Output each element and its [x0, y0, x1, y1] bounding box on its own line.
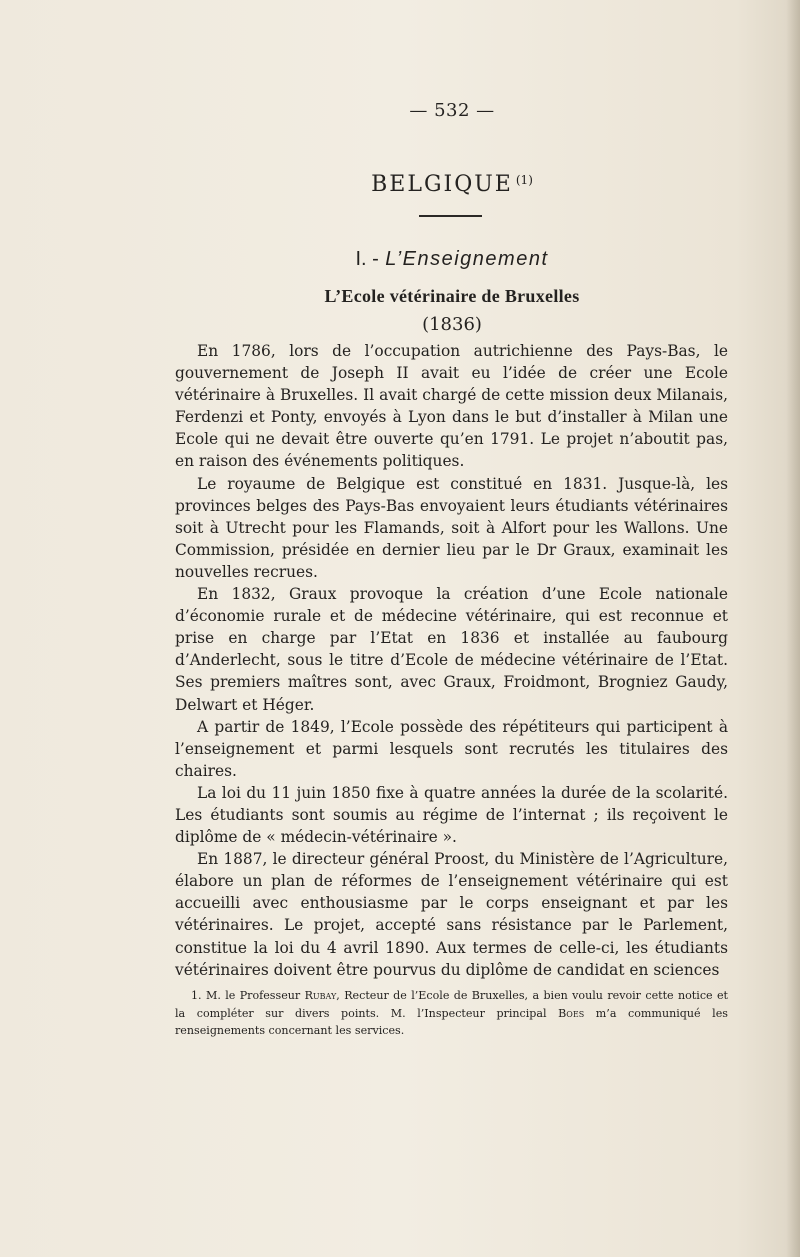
paragraph: A partir de 1849, l’Ecole possède des répétiteurs qui participent à l’enseignement et parmi lesquels sont recrutés les titulaires des chaires.	[175, 717, 728, 780]
footnote-name-boes: Boes	[558, 1006, 585, 1020]
paragraph: En 1832, Graux provoque la création d’une Ecole nationale d’économie rurale et de médecine vétérinaire, qui est reconnue et prise en charge par l’Etat en 1836 et installée au faubourg d’Anderlecht, sous le titre d’Ecole de médecine vétérinaire de l’Etat. Ses premiers maîtres sont, avec Graux, Froidmont, Brogniez Gaudy, Delwart et Héger.	[175, 585, 728, 714]
footnote-name-rubay: Rubay	[304, 989, 337, 1002]
footnote-text-middle: , Recteur de l’Ecole de Bruxelles, a bien voulu revoir cette notice et la compléter sur divers points. M. l’Inspecteur principal	[175, 989, 728, 1020]
paragraph: En 1786, lors de l’occupation autrichienne des Pays-Bas, le gouvernement de Joseph II avait eu l’idée de créer une Ecole vétérinaire à Bruxelles. Il avait chargé de cette mission deux Milanais, Ferdenzi et Ponty, envoyés à Lyon dans le but d’installer à Milan une Ecole qui ne devait être ouverte qu’en 1791. Le projet n’aboutit pas, en raison des événements politiques.	[175, 342, 728, 471]
page-number: — 532 —	[409, 100, 495, 121]
country-name: BELGIQUE	[371, 172, 513, 197]
section-number: I. -	[355, 248, 379, 270]
paragraph: Le royaume de Belgique est constitué en 1831. Jusque-là, les provinces belges des Pays-Bas envoyaient leurs étudiants vétérinaires soit à Utrecht pour les Flamands, soit à Alfort pour les Wallons. Une Commission, présidée en dernier lieu par le Dr Graux, examinait les nouvelles recrues.	[175, 474, 728, 581]
footnote-text-start: 1. M. le Professeur	[191, 989, 305, 1002]
country-title	[0, 172, 800, 197]
section-label: L’Enseignement	[385, 248, 549, 270]
footnote-reference: (1)	[515, 173, 533, 187]
body-text	[175, 340, 728, 981]
school-title: L’Ecole vétérinaire de Bruxelles	[324, 286, 580, 306]
footnote	[175, 987, 728, 1040]
footnote-text	[175, 987, 728, 1040]
section-title	[0, 246, 800, 271]
paragraph: En 1887, le directeur général Proost, du Ministère de l’Agriculture, élabore un plan de réformes de l’enseignement vétérinaire qui est accueilli avec enthousiasme par le corps enseignant et par les vétérinaires. Le projet, accepté sans résistance par le Parlement, constitue la loi du 4 avril 1890. Aux termes de celle-ci, les étudiants vétérinaires doivent être pourvus du diplôme de candidat en sciences	[175, 850, 728, 979]
school-year: (1836)	[422, 314, 482, 335]
title-divider	[419, 215, 482, 217]
footnote-text-end: m’a communiqué les renseignements concernant les services.	[175, 1006, 728, 1037]
paragraph: La loi du 11 juin 1850 fixe à quatre années la durée de la scolarité. Les étudiants sont soumis au régime de l’internat ; ils reçoivent le diplôme de « médecin-vétérinaire ».	[175, 783, 728, 847]
